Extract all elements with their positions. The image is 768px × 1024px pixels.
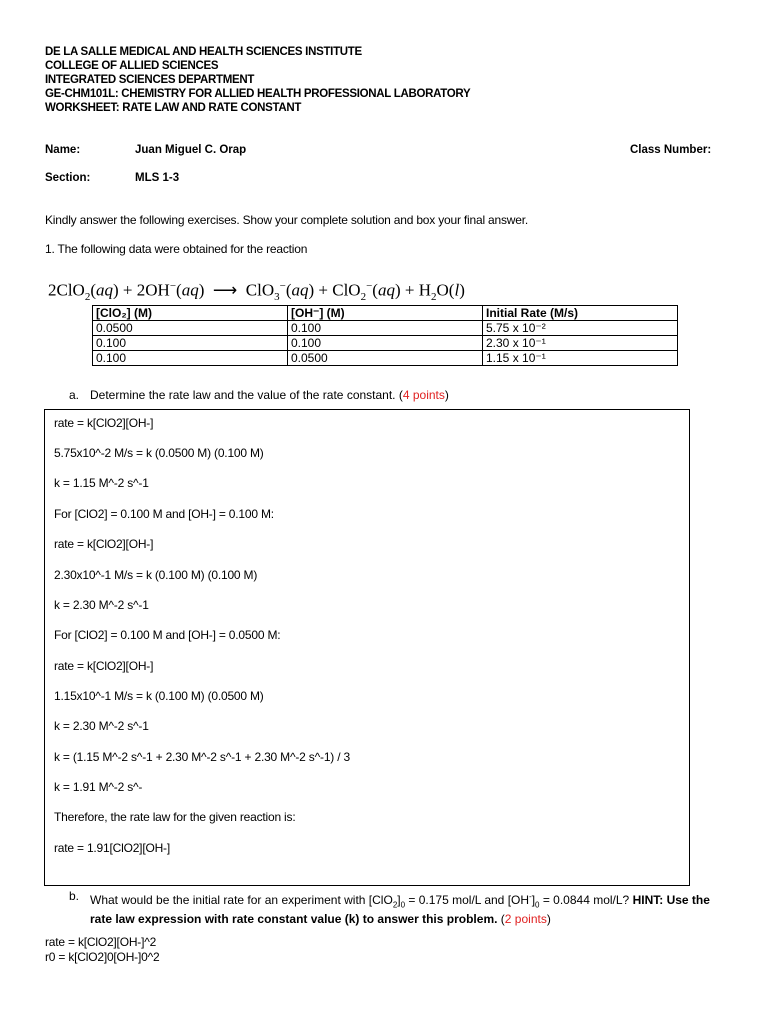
header-line: DE LA SALLE MEDICAL AND HEALTH SCIENCES INSTITUTE — [45, 46, 362, 58]
header-line: COLLEGE OF ALLIED SCIENCES — [45, 60, 219, 72]
answer-line: 2.30x10^-1 M/s = k (0.100 M) (0.100 M) — [54, 568, 258, 582]
part-text: = 0.0844 mol/L? — [539, 893, 633, 907]
part-text: ] — [397, 893, 401, 907]
instructions: Kindly answer the following exercises. Show your complete solution and box your final answer. — [45, 213, 528, 227]
answer-line: rate = 1.91[ClO2][OH-] — [54, 841, 170, 855]
table-header-cell: [ClO₂] (M) — [93, 306, 288, 321]
points-label: 4 points — [402, 388, 445, 402]
table-cell: 0.100 — [93, 351, 288, 366]
header-line: INTEGRATED SCIENCES DEPARTMENT — [45, 74, 255, 86]
answer-line: k = 2.30 M^-2 s^-1 — [54, 598, 149, 612]
hint-text: HINT: Use the rate law expression with rate constant value (k) to answer this problem. — [90, 893, 710, 927]
answer-line: rate = k[ClO2][OH-] — [54, 416, 154, 430]
section-label: Section: — [45, 172, 91, 184]
question-number: 1. — [45, 242, 55, 256]
table-row — [93, 321, 678, 336]
answer-line: k = 2.30 M^-2 s^-1 — [54, 719, 149, 733]
table-header-cell: [OH⁻] (M) — [288, 306, 483, 321]
question-text: The following data were obtained for the reaction — [57, 242, 308, 256]
answer-line: 1.15x10^-1 M/s = k (0.100 M) (0.0500 M) — [54, 689, 264, 703]
class-number-label: Class Number: — [630, 144, 712, 156]
answer-line: k = 1.15 M^-2 s^-1 — [54, 476, 149, 490]
answer-line: For [ClO2] = 0.100 M and [OH-] = 0.0500 M: — [54, 628, 281, 642]
part-text: ] — [531, 893, 536, 907]
part-letter: a. — [69, 388, 80, 402]
question-1 — [45, 242, 307, 256]
table-header-cell: Initial Rate (M/s) — [483, 306, 678, 321]
institution-header — [45, 45, 470, 115]
answer-line: Therefore, the rate law for the given reaction is: — [54, 810, 296, 824]
table-cell: 0.0500 — [288, 351, 483, 366]
part-text: What would be the initial rate for an experiment with [ClO — [90, 893, 393, 907]
part-text-close: ) — [444, 388, 449, 402]
name-value: Juan Miguel C. Orap — [135, 144, 247, 156]
table-header-row — [93, 306, 678, 321]
question-part-b: b. What would be the initial rate for an experiment with $[ClO_2]_0 = 0.175$ mol/L and $[OH^-]_0 = 0.0844$ mol/L? HINT: Use the rate law expression with rate constant value (k) to answer this problem. (2 points) — [69, 889, 710, 927]
reaction-equation: 2ClO$_2$(aq) + 2OH−(aq) ⟶ $ClO_3^-(aq) + ClO_2^-(aq) + H_2O(l)$ — [48, 280, 465, 304]
answer-line: rate = k[ClO2][OH-] — [54, 537, 154, 551]
table-cell: 0.100 — [93, 336, 288, 351]
table-cell: 0.0500 — [93, 321, 288, 336]
table-cell: 0.100 — [288, 336, 483, 351]
answer-box[interactable] — [44, 409, 690, 886]
answer-line: 5.75x10^-2 M/s = k (0.0500 M) (0.100 M) — [54, 446, 264, 460]
points-label: 2 points — [504, 912, 547, 927]
table-row — [93, 351, 678, 366]
header-line: GE-CHM101L: CHEMISTRY FOR ALLIED HEALTH PROFESSIONAL LABORATORY — [45, 88, 471, 100]
table-row — [93, 336, 678, 351]
part-text: Determine the rate law and the value of the rate constant. ( — [90, 388, 403, 402]
answer-b-line[interactable]: rate = k[ClO2][OH-]^2 — [45, 935, 157, 949]
section-value: MLS 1-3 — [135, 172, 180, 184]
part-letter: b. — [69, 889, 80, 903]
answer-line: k = (1.15 M^-2 s^-1 + 2.30 M^-2 s^-1 + 2.30 M^-2 s^-1) / 3 — [54, 750, 350, 764]
table-cell: 0.100 — [288, 321, 483, 336]
part-text: = 0.175 mol/L and [OH — [405, 893, 530, 907]
table-cell: 2.30 x 10⁻¹ — [483, 336, 678, 351]
table-cell: 5.75 x 10⁻² — [483, 321, 678, 336]
answer-line: For [ClO2] = 0.100 M and [OH-] = 0.100 M: — [54, 507, 274, 521]
question-part-a — [69, 388, 449, 402]
answer-line: k = 1.91 M^-2 s^- — [54, 780, 143, 794]
name-label: Name: — [45, 144, 81, 156]
table-cell: 1.15 x 10⁻¹ — [483, 351, 678, 366]
answer-b-line[interactable]: r0 = k[ClO2]0[OH-]0^2 — [45, 950, 160, 964]
rate-data-table — [92, 305, 678, 366]
header-line: WORKSHEET: RATE LAW AND RATE CONSTANT — [45, 102, 302, 114]
answer-line: rate = k[ClO2][OH-] — [54, 659, 154, 673]
